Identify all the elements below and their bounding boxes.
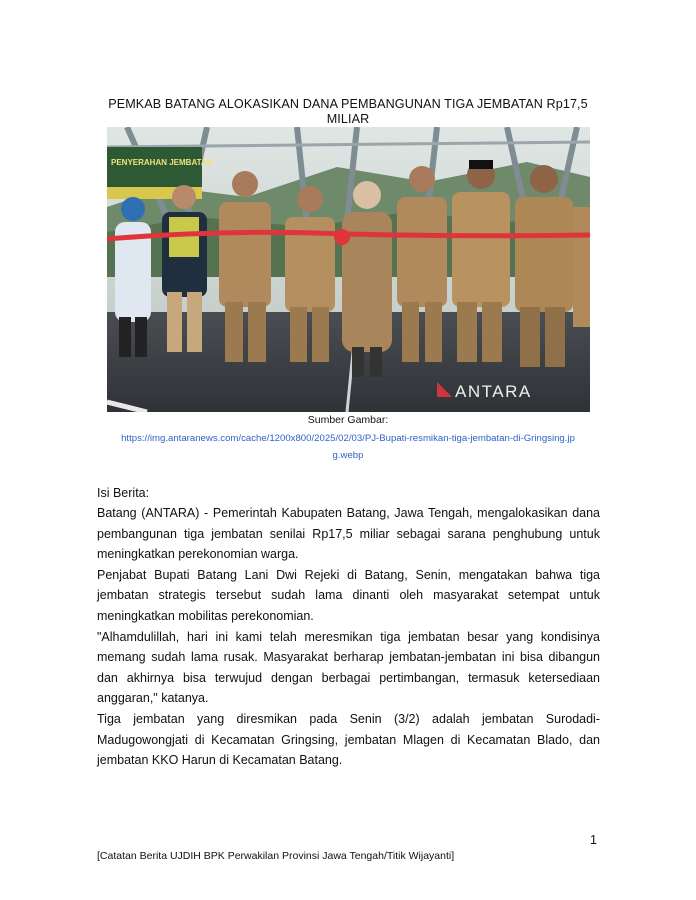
banner-text: PENYERAHAN JEMBATAN bbox=[111, 158, 213, 167]
page-number: 1 bbox=[590, 833, 597, 847]
section-label: Isi Berita: bbox=[97, 486, 150, 500]
news-photo bbox=[107, 127, 590, 412]
paragraph: Tiga jembatan yang diresmikan pada Senin (3/2) adalah jembatan Surodadi-Madugowongjati di Kecamatan Gringsing, jembatan Mlagen di Kecamatan Blado, dan jembatan KKO Harun di Kecamatan Batang. bbox=[97, 711, 600, 768]
paragraph: Penjabat Bupati Batang Lani Dwi Rejeki di Batang, Senin, mengatakan bahwa tiga jembatan strategis tersebut sudah lama dinanti oleh masyarakat setempat untuk meningkatkan mobilitas perekonomian. bbox=[97, 567, 600, 623]
document-title: PEMKAB BATANG ALOKASIKAN DANA PEMBANGUNAN TIGA JEMBATAN Rp17,5 MILIAR bbox=[108, 97, 588, 126]
paragraph: "Alhamdulillah, hari ini kami telah meresmikan tiga jembatan besar yang kondisinya memang sudah lama rusak. Masyarakat berharap jembatan-jembatan ini bisa dibangun dan akhirnya bisa terwujud dengan berbagai pertimbangan, termasuk ketersediaan anggaran," katanya. bbox=[97, 629, 600, 706]
bridge-ribbon-cutting-image bbox=[107, 127, 590, 412]
image-source-label: Sumber Gambar: bbox=[307, 414, 389, 426]
article-body bbox=[97, 503, 600, 771]
antara-watermark: ANTARA bbox=[455, 382, 532, 401]
image-source-link[interactable]: https://img.antaranews.com/cache/1200x800/2025/02/03/PJ-Bupati-resmikan-tiga-jembatan-di-Gringsing.jpg.webp bbox=[121, 433, 575, 461]
footer-note: [Catatan Berita UJDIH BPK Perwakilan Provinsi Jawa Tengah/Titik Wijayanti] bbox=[97, 850, 455, 862]
paragraph: Batang (ANTARA) - Pemerintah Kabupaten Batang, Jawa Tengah, mengalokasikan dana pembangunan tiga jembatan senilai Rp17,5 miliar sebagai sarana penghubung untuk meningkatkan perekonomian warga. bbox=[97, 506, 600, 562]
